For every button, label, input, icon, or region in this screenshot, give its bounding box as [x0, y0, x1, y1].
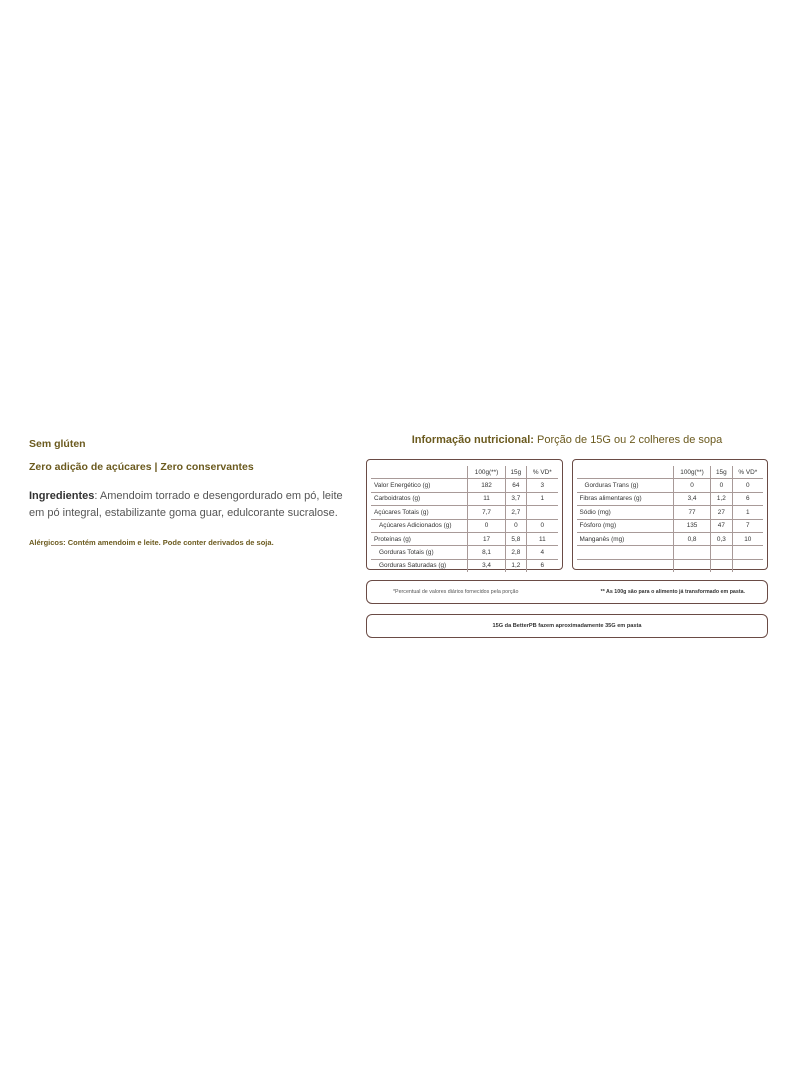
- nutrition-table-2-box: [572, 459, 769, 570]
- table-row: [577, 546, 764, 559]
- gluten-free-label: Sem glúten: [29, 438, 86, 450]
- table-row: [577, 519, 764, 532]
- table-row: [577, 559, 764, 572]
- table-row: [371, 506, 558, 519]
- nutrition-heading-bold: Informação nutricional:: [411, 434, 534, 446]
- table-row: [577, 532, 764, 545]
- nutrient-value: 0: [505, 519, 527, 532]
- nutrition-panel: [366, 434, 768, 638]
- nutrition-table-2: [577, 466, 764, 572]
- footnotes-box: [366, 580, 768, 604]
- table-row: [371, 492, 558, 505]
- nutrient-name: [577, 546, 674, 559]
- nutrient-name: Carboidratos (g): [371, 492, 468, 505]
- nutrient-value: 0: [468, 519, 505, 532]
- portion-note: 15G da BetterPB fazem aproximadamente 35G em pasta: [492, 623, 642, 629]
- footnote-paste: ** As 100g são para o alimento já transformado em pasta.: [600, 589, 745, 595]
- nutrient-value: [732, 559, 763, 572]
- nutrient-value: 11: [468, 492, 505, 505]
- nutrient-name: Açúcares Adicionados (g): [371, 519, 468, 532]
- table-header-cell: % VD*: [527, 466, 558, 479]
- nutrient-value: 6: [527, 559, 558, 572]
- nutrient-name: Fibras alimentares (g): [577, 492, 674, 505]
- nutrition-tables: [366, 459, 768, 570]
- nutrient-name: Proteínas (g): [371, 532, 468, 545]
- nutrition-heading: [366, 434, 768, 446]
- nutrient-value: 4: [527, 546, 558, 559]
- nutrient-value: 5,8: [505, 532, 527, 545]
- ingredients-paragraph: [29, 488, 349, 522]
- nutrient-value: 2,7: [505, 506, 527, 519]
- nutrient-value: 3: [527, 479, 558, 492]
- nutrient-value: 0: [673, 479, 710, 492]
- nutrient-value: 0: [711, 479, 733, 492]
- table-row: [371, 546, 558, 559]
- nutrient-value: 0,8: [673, 532, 710, 545]
- portion-note-box: [366, 614, 768, 638]
- table-row: [577, 492, 764, 505]
- nutrient-value: 1: [527, 492, 558, 505]
- nutrient-name: Sódio (mg): [577, 506, 674, 519]
- nutrient-value: 3,4: [673, 492, 710, 505]
- nutrition-heading-portion: Porção de 15G ou 2 colheres de sopa: [533, 434, 723, 446]
- nutrient-value: 0: [527, 519, 558, 532]
- nutrient-value: [711, 546, 733, 559]
- nutrient-value: 135: [673, 519, 710, 532]
- nutrient-value: 0: [732, 479, 763, 492]
- nutrient-value: 8,1: [468, 546, 505, 559]
- table-header-row: [577, 466, 764, 479]
- nutrient-value: 1,2: [711, 492, 733, 505]
- nutrient-value: 64: [505, 479, 527, 492]
- nutrient-name: Gorduras Totais (g): [371, 546, 468, 559]
- table-header-cell: [577, 466, 674, 479]
- nutrient-name: Gorduras Saturadas (g): [371, 559, 468, 572]
- nutrient-value: 1: [732, 506, 763, 519]
- table-row: [577, 506, 764, 519]
- nutrient-value: [711, 559, 733, 572]
- table-header-cell: 100g(**): [673, 466, 710, 479]
- nutrient-name: Manganês (mg): [577, 532, 674, 545]
- nutrient-value: 7,7: [468, 506, 505, 519]
- nutrient-value: [527, 506, 558, 519]
- ingredients-label: Ingredientes: [29, 490, 95, 502]
- table-row: [371, 479, 558, 492]
- nutrient-name: [577, 559, 674, 572]
- table-row: [371, 519, 558, 532]
- table-row: [371, 559, 558, 572]
- table-header-cell: [371, 466, 468, 479]
- nutrient-name: Gorduras Trans (g): [577, 479, 674, 492]
- table-header-row: [371, 466, 558, 479]
- nutrient-value: 0,3: [711, 532, 733, 545]
- nutrient-value: 10: [732, 532, 763, 545]
- table-row: [577, 479, 764, 492]
- table-header-cell: % VD*: [732, 466, 763, 479]
- nutrient-value: 47: [711, 519, 733, 532]
- nutrient-name: Açúcares Totais (g): [371, 506, 468, 519]
- nutrient-value: 11: [527, 532, 558, 545]
- nutrient-value: 3,7: [505, 492, 527, 505]
- allergens-text: Alérgicos: Contém amendoim e leite. Pode conter derivados de soja.: [29, 538, 274, 547]
- nutrition-table-1-box: [366, 459, 563, 570]
- nutrient-value: 1,2: [505, 559, 527, 572]
- nutrient-value: 7: [732, 519, 763, 532]
- nutrient-value: 182: [468, 479, 505, 492]
- footnote-daily-values: *Percentual de valores diários fornecidos pela porção: [393, 589, 519, 595]
- zero-sugar-label: Zero adição de açúcares | Zero conservantes: [29, 461, 254, 473]
- nutrient-value: [673, 559, 710, 572]
- nutrient-value: 27: [711, 506, 733, 519]
- nutrient-value: 77: [673, 506, 710, 519]
- nutrient-value: 17: [468, 532, 505, 545]
- nutrition-table-1: [371, 466, 558, 572]
- nutrient-value: [732, 546, 763, 559]
- nutrient-value: [673, 546, 710, 559]
- nutrient-name: Fósforo (mg): [577, 519, 674, 532]
- table-row: [371, 532, 558, 545]
- product-info: [29, 438, 349, 555]
- nutrient-value: 3,4: [468, 559, 505, 572]
- nutrient-value: 2,8: [505, 546, 527, 559]
- nutrient-name: Valor Energético (g): [371, 479, 468, 492]
- ingredients-text: : Amendoim torrado e desengordurado em pó, leite em pó integral, estabilizante goma guar, edulcorante sucralose.: [29, 490, 343, 519]
- table-header-cell: 100g(**): [468, 466, 505, 479]
- nutrient-value: 6: [732, 492, 763, 505]
- table-header-cell: 15g: [505, 466, 527, 479]
- table-header-cell: 15g: [711, 466, 733, 479]
